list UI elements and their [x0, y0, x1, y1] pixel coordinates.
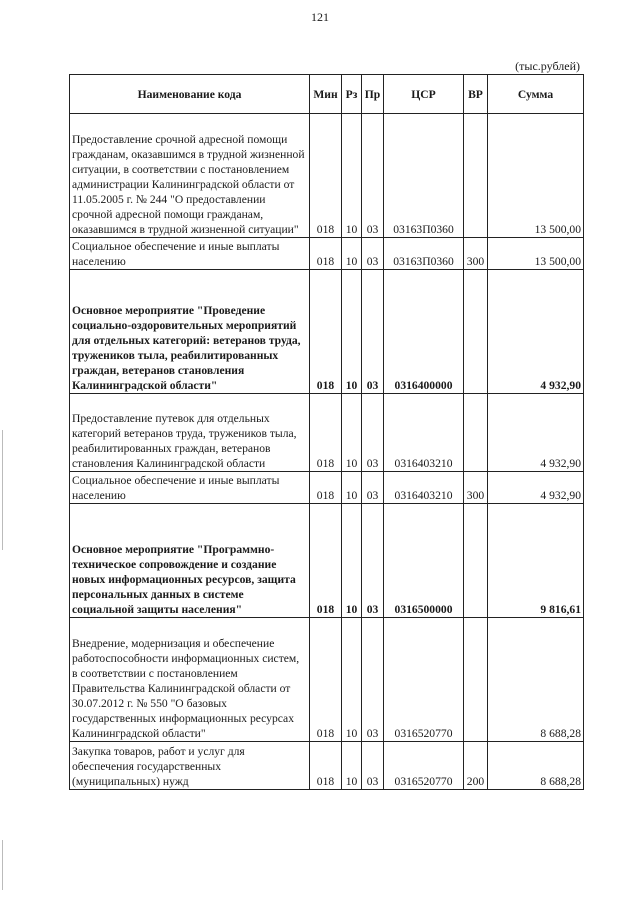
cell-vr: 300	[464, 472, 488, 504]
cell-name: Предоставление срочной адресной помощи гражданам, оказавшимся в трудной жизненной ситуации, в соответствии с постановлением администрации Калининградской области от 11.05.2005 г. № 244 "О предоставлении срочной адресной помощи гражданам, оказавшимся в трудной жизненной ситуации"	[70, 114, 310, 238]
header-rz: Рз	[342, 75, 362, 114]
table-row	[70, 270, 584, 394]
cell-min: 018	[310, 504, 342, 618]
cell-csr: 0316520770	[384, 618, 464, 742]
header-min: Мин	[310, 75, 342, 114]
cell-pr: 03	[362, 472, 384, 504]
cell-rz: 10	[342, 238, 362, 270]
cell-pr: 03	[362, 504, 384, 618]
cell-vr: 200	[464, 742, 488, 790]
cell-name: Основное мероприятие "Проведение социально-оздоровительных мероприятий для отдельных категорий: ветеранов труда, тружеников тыла, реабилитированных граждан, ветеранов становления Калининградской области"	[70, 270, 310, 394]
scan-margin-mark	[2, 430, 3, 550]
cell-csr: 0316403210	[384, 394, 464, 472]
cell-csr: 03163П0360	[384, 238, 464, 270]
cell-sum: 9 816,61	[488, 504, 584, 618]
header-vr: ВР	[464, 75, 488, 114]
budget-table	[69, 74, 584, 790]
header-pr: Пр	[362, 75, 384, 114]
cell-sum: 13 500,00	[488, 238, 584, 270]
cell-name: Социальное обеспечение и иные выплаты населению	[70, 472, 310, 504]
table-row	[70, 114, 584, 238]
header-name: Наименование кода	[70, 75, 310, 114]
header-sum: Сумма	[488, 75, 584, 114]
cell-rz: 10	[342, 504, 362, 618]
cell-min: 018	[310, 618, 342, 742]
cell-sum: 4 932,90	[488, 472, 584, 504]
cell-csr: 0316500000	[384, 504, 464, 618]
cell-sum: 4 932,90	[488, 394, 584, 472]
table-row	[70, 238, 584, 270]
table-row	[70, 742, 584, 790]
cell-min: 018	[310, 238, 342, 270]
cell-min: 018	[310, 114, 342, 238]
cell-csr: 0316400000	[384, 270, 464, 394]
cell-rz: 10	[342, 114, 362, 238]
cell-min: 018	[310, 270, 342, 394]
cell-pr: 03	[362, 114, 384, 238]
cell-pr: 03	[362, 618, 384, 742]
cell-rz: 10	[342, 472, 362, 504]
cell-vr	[464, 504, 488, 618]
units-label: (тыс.рублей)	[515, 59, 580, 73]
cell-vr	[464, 270, 488, 394]
table-row	[70, 472, 584, 504]
cell-name: Социальное обеспечение и иные выплаты населению	[70, 238, 310, 270]
cell-rz: 10	[342, 270, 362, 394]
cell-name: Предоставление путевок для отдельных категорий ветеранов труда, тружеников тыла, реабилитированных граждан, ветеранов становления Калининградской области	[70, 394, 310, 472]
cell-name: Внедрение, модернизация и обеспечение работоспособности информационных систем, в соответствии с постановлением Правительства Калининградской области от 30.07.2012 г. № 550 "О базовых государственных информационных ресурсах Калининградской области"	[70, 618, 310, 742]
cell-vr	[464, 114, 488, 238]
cell-pr: 03	[362, 270, 384, 394]
header-csr: ЦСР	[384, 75, 464, 114]
cell-min: 018	[310, 472, 342, 504]
cell-csr: 0316403210	[384, 472, 464, 504]
cell-sum: 13 500,00	[488, 114, 584, 238]
cell-sum: 8 688,28	[488, 618, 584, 742]
cell-min: 018	[310, 394, 342, 472]
cell-sum: 4 932,90	[488, 270, 584, 394]
page-number: 121	[311, 10, 329, 24]
table-header-row	[70, 75, 584, 114]
scan-margin-mark	[2, 840, 3, 890]
cell-vr: 300	[464, 238, 488, 270]
cell-pr: 03	[362, 742, 384, 790]
cell-rz: 10	[342, 742, 362, 790]
cell-rz: 10	[342, 618, 362, 742]
cell-pr: 03	[362, 238, 384, 270]
cell-sum: 8 688,28	[488, 742, 584, 790]
cell-pr: 03	[362, 394, 384, 472]
cell-rz: 10	[342, 394, 362, 472]
cell-name: Закупка товаров, работ и услуг для обеспечения государственных (муниципальных) нужд	[70, 742, 310, 790]
cell-csr: 0316520770	[384, 742, 464, 790]
cell-csr: 03163П0360	[384, 114, 464, 238]
table-row	[70, 504, 584, 618]
table-row	[70, 618, 584, 742]
cell-vr	[464, 394, 488, 472]
cell-min: 018	[310, 742, 342, 790]
table-row	[70, 394, 584, 472]
cell-vr	[464, 618, 488, 742]
cell-name: Основное мероприятие "Программно-техническое сопровождение и создание новых информационных ресурсов, защита персональных данных в системе социальной защиты населения"	[70, 504, 310, 618]
